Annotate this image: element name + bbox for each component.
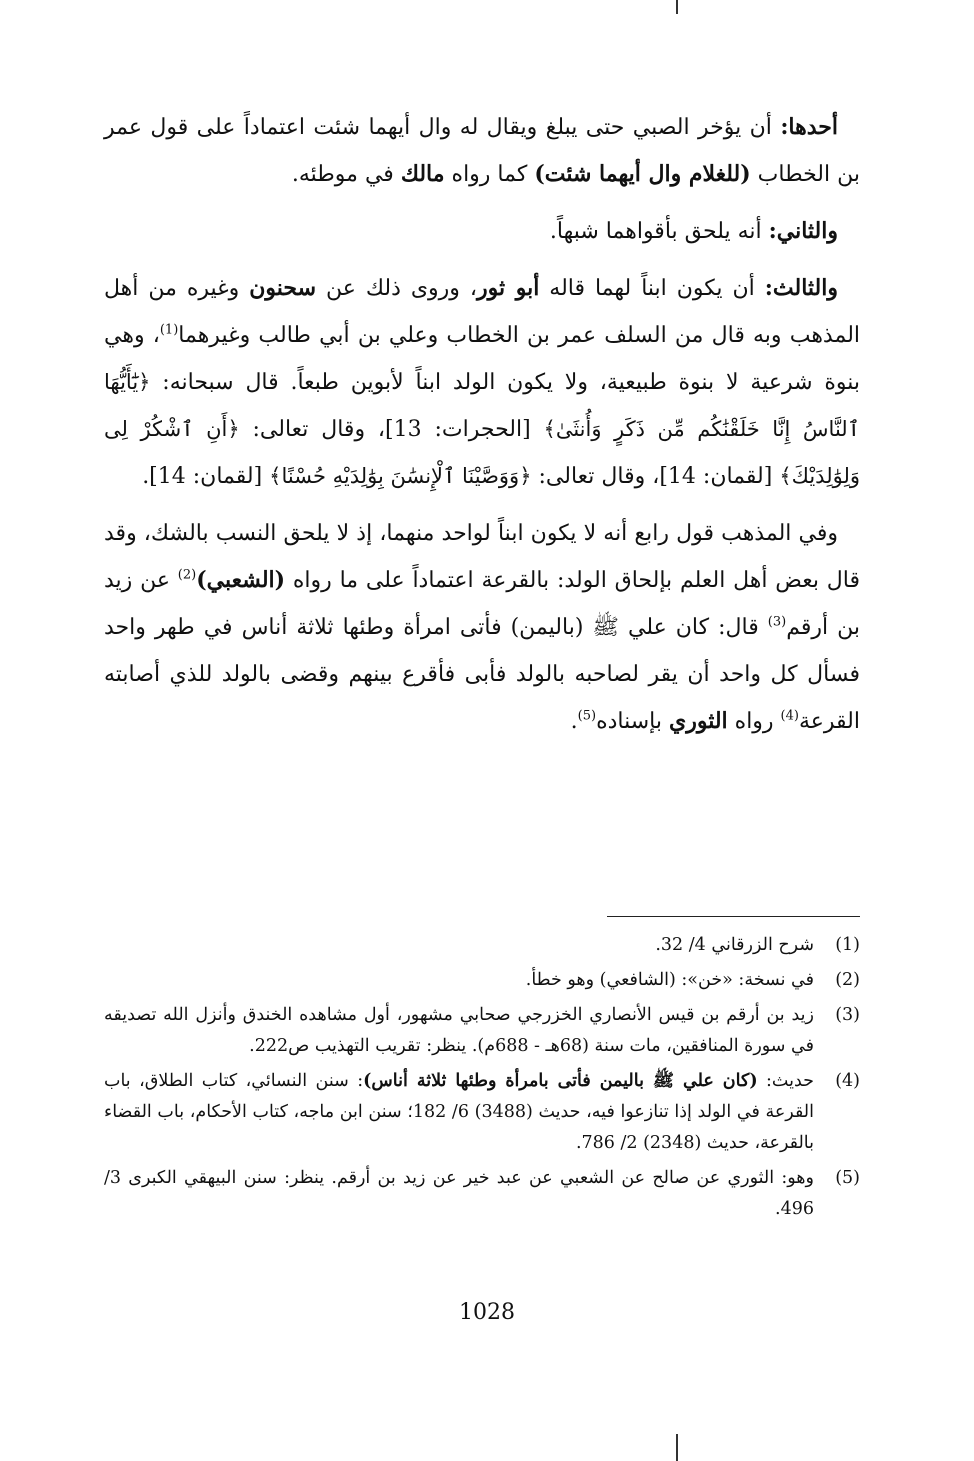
hadith-title: (كان علي ﷺ باليمن فأتى بامرأة وطئها ثلاثة أناس) bbox=[363, 1071, 758, 1091]
footnote-number: (1) bbox=[835, 935, 860, 955]
footnote-separator bbox=[607, 916, 860, 917]
footnote-ref-1: (1) bbox=[159, 322, 179, 338]
footnote-text: شرح الزرقاني 4/ 32. bbox=[655, 935, 814, 955]
footnote-ref-2: (2) bbox=[177, 567, 197, 583]
footnote-5 bbox=[104, 1163, 860, 1225]
footnote-1 bbox=[104, 930, 860, 961]
quran-verse-hujurat: ﴿يَٰٓأَيُّهَا ٱلنَّاسُ إِنَّا خَلَقْنَٰكُم مِّن ذَكَرٍ وَأُنثَىٰ﴾ bbox=[104, 370, 860, 441]
footnote-3 bbox=[104, 1000, 860, 1062]
crop-mark-top bbox=[676, 0, 678, 14]
footnote-ref-5: (5) bbox=[577, 708, 597, 724]
crop-mark-bottom bbox=[676, 1434, 678, 1461]
footnote-text: في نسخة: «خن»: (الشافعي) وهو خطأ. bbox=[525, 970, 814, 990]
name-abu-thawr: أبو ثور bbox=[477, 275, 540, 301]
term-first: أحدها: bbox=[780, 114, 838, 140]
quran-verse-luqman-2: ﴿وَوَصَّيْنَا ٱلْإِنسَٰنَ بِوَٰلِدَيْهِ حُسْنًا﴾ bbox=[269, 464, 532, 488]
verse-ref-luqman-2: [لقمان: 14]. bbox=[142, 464, 270, 489]
name-shabi: (الشعبي) bbox=[196, 567, 286, 593]
footnote-4 bbox=[104, 1066, 860, 1159]
term-third: والثالث: bbox=[764, 275, 838, 301]
term-second: والثاني: bbox=[768, 218, 838, 244]
paragraph-3: والثالث: أن يكون ابناً لهما قاله أبو ثور، وروى ذلك عن سحنون وغيره من أهل المذهب وبه قال من السلف عمر بن الخطاب وعلي بن أبي طالب وغيرهما$^{(1)}$، وهي بنوة شرعية لا بنوة طبيعية، ولا يكون الولد ابناً لأبوين طبعاً. قال سبحانه: ﴿يَٰٓأَيُّهَا ٱلنَّاسُ إِنَّا خَلَقْنَٰكُم مِّن ذَكَرٍ وَأُنثَىٰ﴾ [الحجرات: 13]، وقال تعالى: ﴿أَنِ ٱشْكُرْ لِى وَلِوَٰلِدَيْكَ﴾ [لقمان: 14]، وقال تعالى: ﴿وَوَصَّيْنَا ٱلْإِنسَٰنَ بِوَٰلِدَيْهِ حُسْنًا﴾ [لقمان: 14]. bbox=[104, 275, 861, 489]
name-thawri: الثوري bbox=[669, 708, 728, 734]
footnote-number: (4) bbox=[835, 1071, 860, 1091]
paragraph-1: أحدها: أن يؤخر الصبي حتى يبلغ ويقال له وال أيهما شئت اعتماداً على قول عمر بن الخطاب (للغلام وال أيهما شئت) كما رواه مالك في موطئه. bbox=[104, 114, 860, 187]
quran-verse-luqman-1: ﴿أَنِ ٱشْكُرْ لِى وَلِوَٰلِدَيْكَ﴾ bbox=[104, 417, 860, 488]
paragraph-2: والثاني: أنه يلحق بأقواهما شبهاً. bbox=[549, 218, 838, 244]
name-malik: مالك bbox=[400, 161, 445, 187]
footnote-text: زيد بن أرقم بن قيس الأنصاري الخزرجي صحابي مشهور، أول مشاهده الخندق وأنزل الله تصديقه في سورة المنافقين، مات سنة (68هـ - 688م). ينظر: تقريب التهذيب ص222. bbox=[104, 1005, 814, 1056]
footnote-text: وهو: الثوري عن صالح عن الشعبي عن عبد خير عن زيد بن أرقم. ينظر: سنن البيهقي الكبرى 3/ 496. bbox=[104, 1168, 814, 1219]
footnote-2 bbox=[104, 965, 860, 996]
page-number: 1028 bbox=[459, 1300, 515, 1325]
quote-umar: (للغلام وال أيهما شئت) bbox=[534, 161, 751, 187]
paragraph-4: وفي المذهب قول رابع أنه لا يكون ابناً لواحد منهما، إذ لا يلحق النسب بالشك، وقد قال بعض أهل العلم بإلحاق الولد: بالقرعة اعتماداً على ما رواه (الشعبي)$^{(2)}$ عن زيد بن أرقم$^{(3)}$ قال: كان علي ﷺ (باليمن) فأتى امرأة وطئها ثلاثة أناس في طهر واحد فسأل كل واحد أن يقر لصاحبه بالولد فأبى فأقرع بينهم وقضى بالولد للذي أصابته القرعة$^{(4)}$ رواه الثوري بإسناده$^{(5)}$. bbox=[104, 521, 860, 734]
page-body bbox=[104, 104, 860, 755]
footnote-text: حديث: (كان علي ﷺ باليمن فأتى بامرأة وطئها ثلاثة أناس): سنن النسائي، كتاب الطلاق، باب القرعة في الولد إذا تنازعوا فيه، حديث (3488) 6/ 182؛ سنن ابن ماجه، كتاب الأحكام، باب القضاء بالقرعة، حديث (2348) 2/ 786. bbox=[104, 1071, 814, 1153]
footnotes bbox=[104, 930, 860, 1229]
name-sahnun: سحنون bbox=[249, 275, 317, 301]
footnote-ref-4: (4) bbox=[780, 708, 799, 724]
main-text bbox=[104, 104, 860, 745]
verse-ref-luqman-1: [لقمان: 14] bbox=[659, 464, 780, 489]
footnote-number: (2) bbox=[835, 970, 860, 990]
footnote-ref-3: (3) bbox=[767, 614, 787, 630]
verse-ref-hujurat: [الحجرات: 13] bbox=[385, 417, 544, 442]
footnote-number: (3) bbox=[835, 1005, 860, 1025]
footnote-number: (5) bbox=[835, 1168, 860, 1188]
